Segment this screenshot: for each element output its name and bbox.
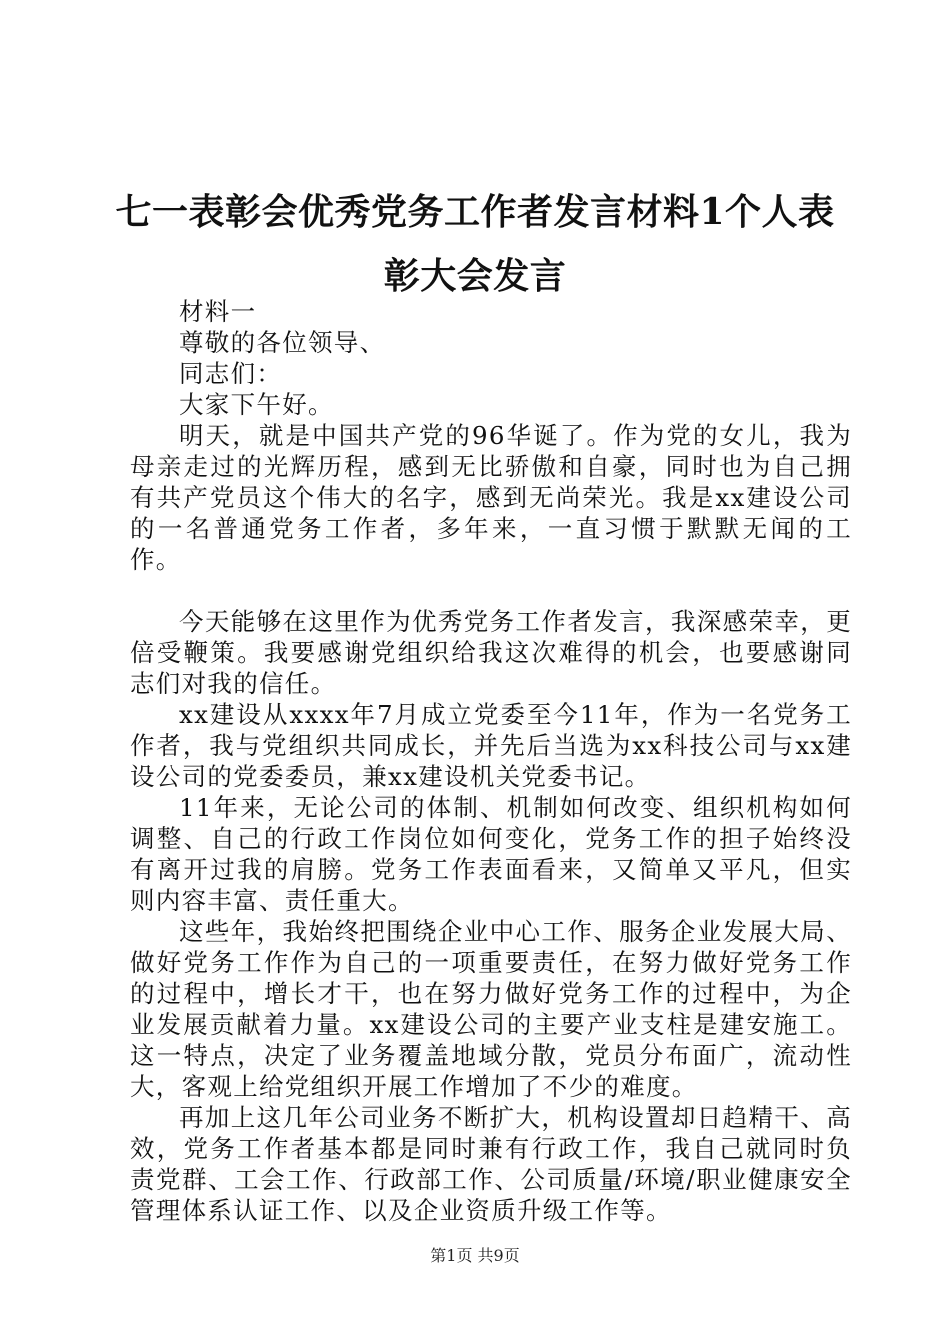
document-title: 七一表彰会优秀党务工作者发言材料1个人表彰大会发言 bbox=[115, 191, 835, 297]
paragraph-body: 再加上这几年公司业务不断扩大，机构设置却日趋精干、高效，党务工作者基本都是同时兼有行政工作，我自己就同时负责党群、工会工作、行政部工作、公司质量/环境/职业健康安全管理体系认证工作、以及企业资质升级工作等。 bbox=[130, 1103, 852, 1225]
page-number-footer: 第1页 共9页 bbox=[430, 1246, 520, 1265]
document-body bbox=[130, 296, 852, 1226]
paragraph-gap bbox=[130, 575, 852, 606]
paragraph-salutation: 尊敬的各位领导、 bbox=[179, 328, 386, 357]
paragraph-body: xx建设从xxxx年7月成立党委至今11年，作为一名党务工作者，我与党组织共同成长，并先后当选为xx科技公司与xx建设公司的党委委员，兼xx建设机关党委书记。 bbox=[130, 700, 852, 791]
paragraph-material-label: 材料一 bbox=[179, 297, 257, 326]
paragraph-body: 这些年，我始终把围绕企业中心工作、服务企业发展大局、做好党务工作作为自己的一项重要责任，在努力做好党务工作的过程中，增长才干，也在努力做好党务工作的过程中，为企业发展贡献着力量。xx建设公司的主要产业支柱是建安施工。这一特点，决定了业务覆盖地域分散，党员分布面广，流动性大，客观上给党组织开展工作增加了不少的难度。 bbox=[130, 917, 852, 1101]
paragraph-body: 明天，就是中国共产党的96华诞了。作为党的女儿，我为母亲走过的光辉历程，感到无比骄傲和自豪，同时也为自己拥有共产党员这个伟大的名字，感到无尚荣光。我是xx建设公司的一名普通党务工作者，多年来，一直习惯于默默无闻的工作。 bbox=[130, 421, 852, 574]
paragraph-salutation-2: 同志们： bbox=[179, 359, 283, 388]
paragraph-greeting: 大家下午好。 bbox=[179, 390, 334, 419]
paragraph-body: 今天能够在这里作为优秀党务工作者发言，我深感荣幸，更倍受鞭策。我要感谢党组织给我这次难得的机会，也要感谢同志们对我的信任。 bbox=[130, 607, 852, 698]
paragraph-body: 11年来，无论公司的体制、机制如何改变、组织机构如何调整、自己的行政工作岗位如何变化，党务工作的担子始终没有离开过我的肩膀。党务工作表面看来，又简单又平凡，但实则内容丰富、责任重大。 bbox=[130, 793, 852, 915]
